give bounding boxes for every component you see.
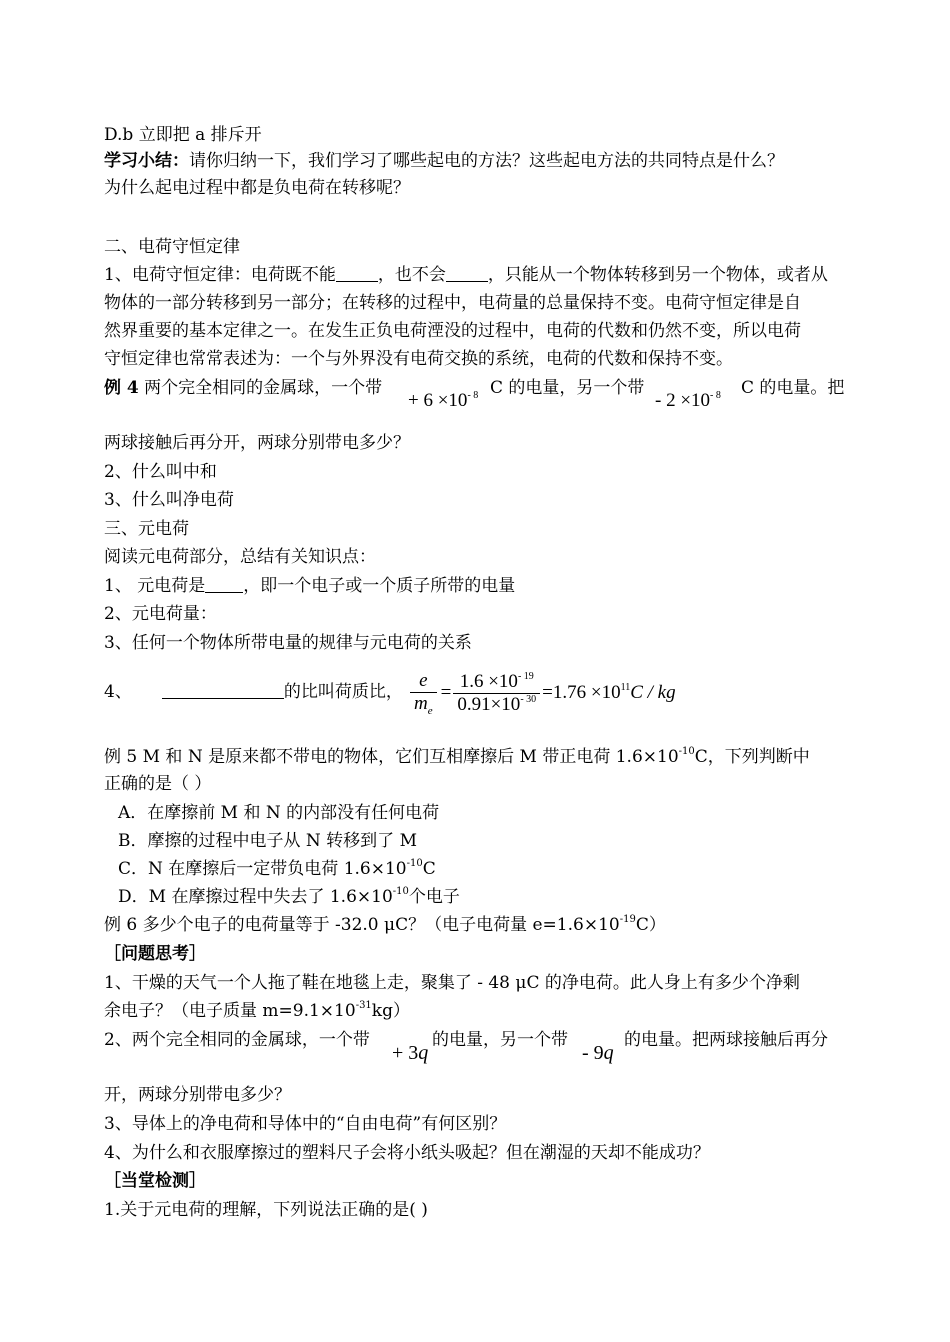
thinking-1-text: 余电子？（电子质量 m=9.1×10 xyxy=(104,1001,356,1021)
thinking-2-text-c: 的电量。把两球接触后再分 xyxy=(624,1030,828,1050)
blank-4[interactable] xyxy=(162,682,284,699)
thinking-2: 2、两个完全相同的金属球，一个带 xyxy=(104,1030,370,1050)
item-text: 的比叫荷质比， xyxy=(283,682,403,702)
thinking-2-continuation: 开，两球分别带电多少？ xyxy=(104,1085,291,1105)
plus-3q-formula xyxy=(392,1042,428,1065)
reading-prompt: 阅读元电荷部分，总结有关知识点： xyxy=(104,547,376,567)
section-3-title: 三、元电荷 xyxy=(104,519,189,539)
option-b: B．摩擦的过程中电子从 N 转移到了 M xyxy=(118,831,417,851)
item-number: 4、 xyxy=(104,682,132,702)
thinking-1: 1、干燥的天气一个人拖了鞋在地毯上走，聚集了 - 48 μC 的净电荷。此人身上有多少个净剩 xyxy=(104,973,800,993)
option-d-unit: 个电子 xyxy=(408,887,460,907)
formula-coefficient: + 3 xyxy=(392,1042,419,1064)
law-text-a: 1、电荷守恒定律：电荷既不能 xyxy=(104,265,336,285)
formula-coefficient: - 9 xyxy=(582,1042,604,1064)
blank-2[interactable] xyxy=(446,265,488,282)
item-text-b: ，即一个电子或一个质子所带的电量 xyxy=(243,576,516,596)
option-d: D.b 立即把 a 排斥开 xyxy=(104,125,262,145)
formula-variable: q xyxy=(603,1042,614,1064)
example-4-text-a: 两个完全相同的金属球，一个带 xyxy=(138,378,383,398)
denominator: 0.91×10 xyxy=(457,693,521,715)
summary-label: 学习小结： xyxy=(104,151,189,171)
result-value: =1.76 ×10 xyxy=(542,681,621,703)
check-question-1: 1.关于元电荷的理解，下列说法正确的是( ) xyxy=(104,1200,428,1220)
example-5-text-b: C，下列判断中 xyxy=(694,747,810,767)
exponent: -19 xyxy=(619,914,636,925)
equals-sign: = xyxy=(440,681,452,703)
exponent: -10 xyxy=(678,746,695,757)
exponent: -31 xyxy=(355,1000,372,1011)
section-2-title: 二、电荷守恒定律 xyxy=(104,237,240,257)
item-text-a: 1、 元电荷是 xyxy=(104,576,206,596)
charge-mass-ratio-formula xyxy=(410,670,676,717)
symbol-e-subscript: e xyxy=(427,704,433,717)
elementary-charge-1 xyxy=(104,575,864,597)
example-6-line xyxy=(104,914,864,936)
thinking-1-unit: kg） xyxy=(371,1001,410,1021)
example-5-text-a: 例 5 M 和 N 是原来都不带电的物体，它们互相摩擦后 M 带正电荷 1.6×10 xyxy=(104,747,679,767)
thinking-1-continuation xyxy=(104,1000,864,1022)
law-text-c: ，只能从一个物体转移到另一个物体，或者从 xyxy=(487,265,828,285)
result-unit: C / kg xyxy=(630,681,676,703)
formula-base: + 6 ×10 xyxy=(408,390,468,411)
formula-base: - 2 ×10 xyxy=(655,390,711,411)
example-4-continuation: 两球接触后再分开，两球分别带电多少？ xyxy=(104,433,410,453)
example-5-line xyxy=(104,746,864,768)
numerator-exponent: - 19 xyxy=(517,670,534,682)
example-4-text-b: C 的电量，另一个带 xyxy=(490,378,645,398)
summary-line xyxy=(104,150,864,172)
exponent: -10 xyxy=(392,886,409,897)
option-c xyxy=(118,858,878,880)
positive-charge-formula xyxy=(408,390,478,412)
law-line-3: 然界重要的基本定律之一。在发生正负电荷湮没的过程中，电荷的代数和仍然不变，所以电荷 xyxy=(104,321,801,341)
law-line-2: 物体的一部分转移到另一部分；在转移的过程中，电荷量的总量保持不变。电荷守恒定律是自 xyxy=(104,293,801,313)
thinking-2-text-b: 的电量，另一个带 xyxy=(432,1030,568,1050)
elementary-charge-3: 3、任何一个物体所带电量的规律与元电荷的关系 xyxy=(104,633,472,653)
blank-1[interactable] xyxy=(336,265,378,282)
check-title: ［当堂检测］ xyxy=(104,1171,206,1191)
law-line-1 xyxy=(104,264,864,286)
minus-9q-formula xyxy=(582,1042,614,1065)
option-d-ex5 xyxy=(118,886,878,908)
example-6-text-a: 例 6 多少个电子的电荷量等于 -32.0 μC？（电子电荷量 e=1.6×10 xyxy=(104,915,620,935)
formula-exponent: - 8 xyxy=(710,390,721,401)
thinking-title: ［问题思考］ xyxy=(104,944,206,964)
option-c-unit: C xyxy=(422,859,436,879)
question-2: 2、什么叫中和 xyxy=(104,462,217,482)
option-c-text: C．N 在摩擦后一定带负电荷 1.6×10 xyxy=(118,859,407,879)
option-d-text: D．M 在摩擦过程中失去了 1.6×10 xyxy=(118,887,393,907)
blank-3[interactable] xyxy=(205,576,243,593)
option-a: A．在摩擦前 M 和 N 的内部没有任何电荷 xyxy=(118,803,440,823)
elementary-charge-2: 2、元电荷量： xyxy=(104,604,217,624)
example-4-label: 例 4 xyxy=(104,378,139,398)
negative-charge-formula xyxy=(655,390,721,412)
symbol-e: e xyxy=(419,670,428,691)
summary-text: 请你归纳一下，我们学习了哪些起电的方法？这些起电方法的共同特点是什么？ xyxy=(189,151,784,171)
example-4-text-c: C 的电量。把 xyxy=(741,378,845,398)
numerator: 1.6 ×10 xyxy=(459,670,518,692)
law-line-4: 守恒定律也常常表述为：一个与外界没有电荷交换的系统，电荷的代数和保持不变。 xyxy=(104,349,733,369)
thinking-4: 4、为什么和衣服摩擦过的塑料尺子会将小纸头吸起？但在潮湿的天却不能成功？ xyxy=(104,1143,710,1163)
exponent: -10 xyxy=(406,858,423,869)
question-3: 3、什么叫净电荷 xyxy=(104,490,234,510)
example-5-continuation: 正确的是（ ） xyxy=(104,774,212,794)
formula-exponent: - 8 xyxy=(467,390,479,401)
symbol-m: m xyxy=(414,693,428,714)
formula-variable: q xyxy=(418,1042,429,1064)
result-exponent: 11 xyxy=(620,681,631,693)
law-text-b: ，也不会 xyxy=(377,265,446,285)
example-6-text-b: C） xyxy=(635,915,666,935)
denominator-exponent: - 30 xyxy=(520,693,537,705)
thinking-3: 3、导体上的净电荷和导体中的“自由电荷”有何区别？ xyxy=(104,1114,507,1134)
summary-continuation: 为什么起电过程中都是负电荷在转移呢？ xyxy=(104,178,410,198)
